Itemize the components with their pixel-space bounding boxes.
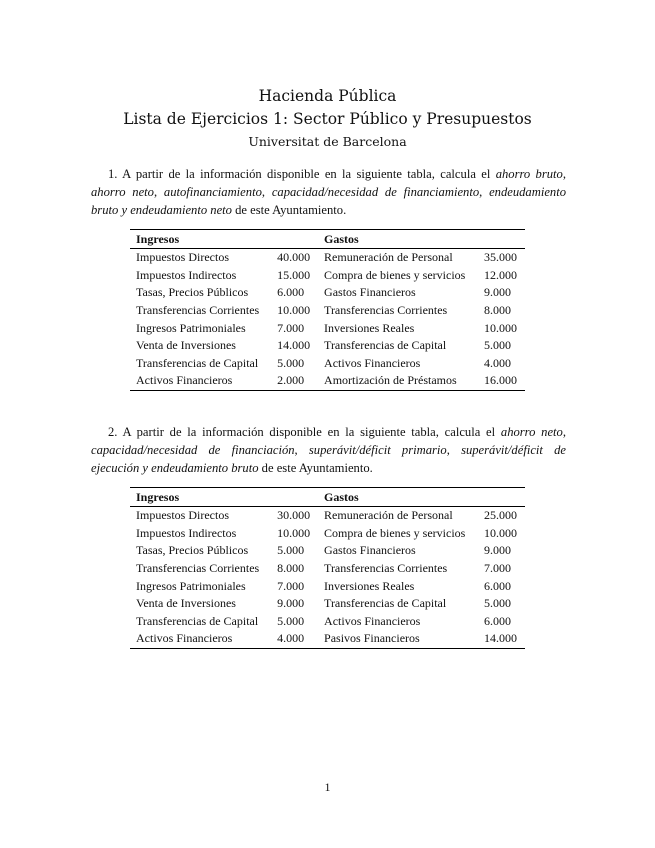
- amount-cell: 15.000: [277, 267, 311, 282]
- column-header: Gastos: [318, 230, 478, 249]
- text-segment: ,: [562, 167, 566, 181]
- column-header: [271, 230, 318, 249]
- text-segment: 2. A partir de la información disponible en la siguiente tabla, calcula el: [108, 425, 501, 439]
- concept-cell: Venta de Inversiones: [136, 596, 236, 611]
- table-row: [130, 267, 525, 285]
- amount-cell: 7.000: [277, 320, 305, 335]
- amount-cell: 14.000: [277, 338, 311, 353]
- amount-cell: 10.000: [484, 525, 518, 540]
- exercise-2-table: [130, 487, 525, 649]
- amount-cell: 16.000: [484, 373, 518, 388]
- amount-cell: 7.000: [277, 578, 305, 593]
- concept-cell: Inversiones Reales: [324, 578, 415, 593]
- emphasized-term: ahorro neto: [91, 185, 154, 199]
- emphasized-term: superávit/déficit primario: [308, 443, 447, 457]
- table-row: [130, 319, 525, 337]
- concept-cell: Transferencias Corrientes: [136, 561, 260, 576]
- table-row: [130, 525, 525, 543]
- concept-cell: Impuestos Directos: [136, 250, 229, 265]
- amount-cell: 7.000: [484, 561, 512, 576]
- concept-cell: Pasivos Financieros: [324, 631, 420, 646]
- column-header: [271, 488, 318, 507]
- amount-cell: 35.000: [484, 250, 518, 265]
- table-row: [130, 284, 525, 302]
- table-row: [130, 355, 525, 373]
- emphasized-term: capacidad/necesidad de financiamiento: [271, 185, 480, 199]
- amount-cell: 6.000: [484, 613, 512, 628]
- table-row: [130, 249, 525, 267]
- amount-cell: 4.000: [277, 631, 305, 646]
- text-segment: ,: [153, 185, 164, 199]
- concept-cell: Tasas, Precios Públicos: [136, 543, 249, 558]
- amount-cell: 6.000: [484, 578, 512, 593]
- amount-cell: 10.000: [484, 320, 518, 335]
- amount-cell: 14.000: [484, 631, 518, 646]
- concept-cell: Gastos Financieros: [324, 543, 416, 558]
- amount-cell: 2.000: [277, 373, 305, 388]
- concept-cell: Transferencias Corrientes: [324, 303, 448, 318]
- concept-cell: Activos Financieros: [324, 355, 421, 370]
- table-header-row: [130, 488, 525, 507]
- emphasized-term: autofinanciamiento: [163, 185, 262, 199]
- emphasized-term: superávit/déficit de ejecución: [91, 443, 566, 475]
- concept-cell: Ingresos Patrimoniales: [136, 320, 246, 335]
- concept-cell: Compra de bienes y servicios: [324, 267, 466, 282]
- table-row: [130, 577, 525, 595]
- amount-cell: 8.000: [484, 303, 512, 318]
- amount-cell: 6.000: [277, 285, 305, 300]
- amount-cell: 4.000: [484, 355, 512, 370]
- exercise-2-text: [91, 423, 566, 477]
- text-segment: ,: [261, 185, 272, 199]
- amount-cell: 5.000: [484, 338, 512, 353]
- document-subtitle: Lista de Ejercicios 1: Sector Público y Presupuestos: [123, 110, 532, 128]
- emphasized-term: y endeudamiento bruto: [142, 461, 259, 475]
- amount-cell: 9.000: [484, 285, 512, 300]
- concept-cell: Inversiones Reales: [324, 320, 415, 335]
- concept-cell: Venta de Inversiones: [136, 338, 236, 353]
- amount-cell: 9.000: [277, 596, 305, 611]
- concept-cell: Impuestos Directos: [136, 508, 229, 523]
- concept-cell: Transferencias de Capital: [136, 355, 259, 370]
- table-row: [130, 372, 525, 390]
- concept-cell: Activos Financieros: [324, 613, 421, 628]
- amount-cell: 9.000: [484, 543, 512, 558]
- emphasized-term: y endeudamiento neto: [121, 203, 232, 217]
- concept-cell: Transferencias de Capital: [324, 596, 447, 611]
- emphasized-term: ahorro bruto: [495, 167, 563, 181]
- table-row: [130, 613, 525, 631]
- concept-cell: Impuestos Indirectos: [136, 525, 237, 540]
- amount-cell: 8.000: [277, 561, 305, 576]
- amount-cell: 10.000: [277, 303, 311, 318]
- emphasized-term: ahorro neto: [500, 425, 563, 439]
- column-header: [478, 488, 525, 507]
- document-title: Hacienda Pública: [258, 87, 397, 105]
- table-row: [130, 542, 525, 560]
- amount-cell: 5.000: [484, 596, 512, 611]
- concept-cell: Transferencias de Capital: [136, 613, 259, 628]
- concept-cell: Remuneración de Personal: [324, 250, 453, 265]
- column-header: [478, 230, 525, 249]
- amount-cell: 5.000: [277, 543, 305, 558]
- exercise-1-table: [130, 229, 525, 391]
- exercise-1-text: [91, 165, 566, 219]
- text-segment: de este Ayuntamiento.: [231, 203, 347, 217]
- amount-cell: 40.000: [277, 250, 311, 265]
- table-row: [130, 302, 525, 320]
- concept-cell: Ingresos Patrimoniales: [136, 578, 246, 593]
- table-row: [130, 560, 525, 578]
- text-segment: ,: [294, 443, 309, 457]
- text-segment: ,: [562, 425, 566, 439]
- institution: Universitat de Barcelona: [248, 134, 407, 149]
- concept-cell: Transferencias Corrientes: [136, 303, 260, 318]
- column-header: Gastos: [318, 488, 478, 507]
- concept-cell: Activos Financieros: [136, 631, 233, 646]
- concept-cell: Compra de bienes y servicios: [324, 525, 466, 540]
- table-row: [130, 595, 525, 613]
- concept-cell: Activos Financieros: [136, 373, 233, 388]
- concept-cell: Impuestos Indirectos: [136, 267, 237, 282]
- table-header-row: [130, 230, 525, 249]
- table-row: [130, 507, 525, 525]
- text-segment: ,: [446, 443, 462, 457]
- emphasized-term: capacidad/necesidad de financiación: [91, 443, 295, 457]
- text-segment: ,: [479, 185, 490, 199]
- column-header: Ingresos: [130, 230, 271, 249]
- page-number: 1: [324, 780, 331, 794]
- amount-cell: 30.000: [277, 508, 311, 523]
- amount-cell: 10.000: [277, 525, 311, 540]
- concept-cell: Transferencias Corrientes: [324, 561, 448, 576]
- text-segment: de este Ayuntamiento.: [258, 461, 373, 475]
- amount-cell: 5.000: [277, 355, 305, 370]
- concept-cell: Transferencias de Capital: [324, 338, 447, 353]
- table-row: [130, 337, 525, 355]
- emphasized-term: endeudamiento bruto: [91, 185, 567, 217]
- amount-cell: 12.000: [484, 267, 518, 282]
- text-segment: 1. A partir de la información disponible en la siguiente tabla, calcula el: [108, 167, 496, 181]
- concept-cell: Tasas, Precios Públicos: [136, 285, 249, 300]
- concept-cell: Gastos Financieros: [324, 285, 416, 300]
- concept-cell: Remuneración de Personal: [324, 508, 453, 523]
- amount-cell: 25.000: [484, 508, 518, 523]
- concept-cell: Amortización de Préstamos: [324, 373, 457, 388]
- column-header: Ingresos: [130, 488, 271, 507]
- table-row: [130, 630, 525, 648]
- amount-cell: 5.000: [277, 613, 305, 628]
